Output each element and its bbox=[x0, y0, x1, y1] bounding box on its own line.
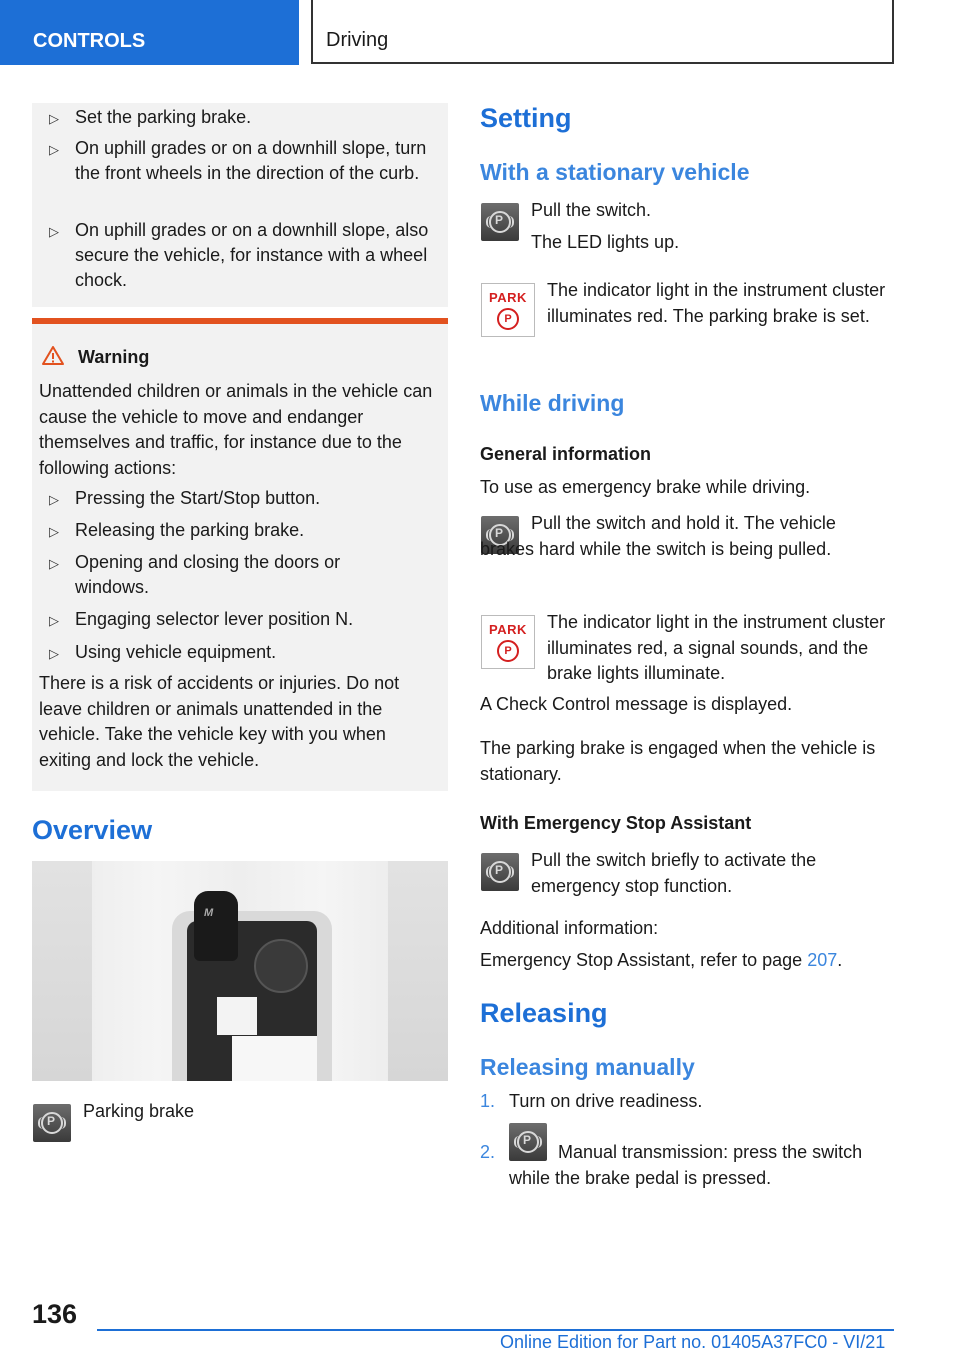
chapter-label: Driving bbox=[326, 29, 389, 51]
parking-brake-switch-icon: P bbox=[481, 203, 519, 241]
general-info-text: To use as emergency brake while driving. bbox=[480, 477, 811, 497]
parking-brake-switch-icon: P bbox=[33, 1104, 71, 1142]
step-number: 2. bbox=[480, 1142, 496, 1162]
footer-rule bbox=[97, 1329, 894, 1331]
page-number: 136 bbox=[32, 1299, 78, 1329]
selector-logo: M bbox=[204, 907, 214, 919]
overview-heading: Overview bbox=[32, 815, 153, 845]
list-item: ▷ Engaging selector lever position N. bbox=[49, 607, 439, 632]
list-item: ▷ Opening and closing the doors or windows. bbox=[49, 552, 341, 597]
triangle-bullet-icon: ▷ bbox=[49, 111, 59, 126]
step-number: 1. bbox=[480, 1091, 496, 1111]
step-text: Manual transmission: press the switch while the brake pedal is pressed. bbox=[509, 1142, 863, 1188]
pull-hold-text: Pull the switch and hold it. The vehicle brakes hard while the switch is being pulled. bbox=[480, 513, 836, 559]
warning-triangle-icon bbox=[41, 345, 65, 366]
esa-reference: Emergency Stop Assistant, refer to page 207. bbox=[480, 950, 843, 970]
section-label: CONTROLS bbox=[33, 30, 146, 52]
releasing-heading: Releasing bbox=[480, 998, 608, 1028]
center-console-image bbox=[32, 861, 448, 1081]
additional-info-label: Additional information: bbox=[480, 918, 659, 938]
triangle-bullet-icon: ▷ bbox=[49, 492, 59, 507]
general-info-heading: General information bbox=[480, 444, 652, 464]
list-item: ▷ Pressing the Start/Stop button. bbox=[49, 486, 439, 511]
warning-intro: Unattended children or animals in the vehicle can cause the vehicle to move and endanger themselves and traffic, for instance due to the following actions: bbox=[39, 381, 433, 478]
indicator-text-1: The indicator light in the instrument cluster illuminates red. The parking brake is set. bbox=[547, 280, 886, 326]
triangle-bullet-icon: ▷ bbox=[49, 613, 59, 628]
list-item: ▷ On uphill grades or on a downhill slope, turn the front wheels in the direction of the curb. bbox=[49, 138, 427, 183]
page-link[interactable]: 207 bbox=[807, 950, 838, 970]
triangle-bullet-icon: ▷ bbox=[49, 556, 59, 571]
list-item: ▷ Using vehicle equipment. bbox=[49, 640, 439, 665]
stationary-heading: With a stationary vehicle bbox=[480, 159, 750, 185]
image-caption: Parking brake bbox=[83, 1101, 195, 1121]
warning-title: Warning bbox=[78, 347, 150, 367]
list-item: ▷ On uphill grades or on a downhill slope, also secure the vehicle, for instance with a wheel chock. bbox=[49, 220, 429, 290]
park-indicator-icon: PARK P bbox=[481, 283, 535, 337]
esa-text: Pull the switch briefly to activate the emergency stop function. bbox=[531, 850, 817, 896]
warning-bar bbox=[32, 318, 448, 324]
check-control-text: A Check Control message is displayed. bbox=[480, 694, 793, 714]
park-indicator-icon: PARK P bbox=[481, 615, 535, 669]
list-item: ▷ Set the parking brake. bbox=[49, 105, 439, 130]
triangle-bullet-icon: ▷ bbox=[49, 142, 59, 157]
esa-heading: With Emergency Stop Assistant bbox=[480, 813, 752, 833]
parking-brake-switch-icon: P bbox=[509, 1123, 547, 1161]
engaged-text: The parking brake is engaged when the vehicle is stationary. bbox=[480, 738, 876, 784]
step-text: Turn on drive readiness. bbox=[509, 1091, 703, 1111]
triangle-bullet-icon: ▷ bbox=[49, 524, 59, 539]
triangle-bullet-icon: ▷ bbox=[49, 646, 59, 661]
chapter-header bbox=[311, 0, 894, 64]
setting-heading: Setting bbox=[480, 103, 572, 133]
edition-text: Online Edition for Part no. 01405A37FC0 - VI/21 bbox=[500, 1332, 886, 1352]
parking-brake-switch-icon: P bbox=[481, 516, 519, 554]
while-driving-heading: While driving bbox=[480, 390, 625, 416]
stationary-step-2: The LED lights up. bbox=[531, 232, 680, 252]
releasing-manually-heading: Releasing manually bbox=[480, 1054, 695, 1080]
section-tab[interactable] bbox=[0, 0, 299, 65]
indicator-text-2: The indicator light in the instrument cluster illuminates red, a signal sounds, and the brake lights illuminate. bbox=[547, 612, 886, 683]
stationary-step-1: Pull the switch. bbox=[531, 200, 652, 220]
warning-outro: There is a risk of accidents or injuries. Do not leave children or animals unattended in the vehicle. Take the vehicle key with you when exiting and lock the vehicle. bbox=[39, 673, 400, 770]
parking-brake-switch-icon: P bbox=[481, 853, 519, 891]
triangle-bullet-icon: ▷ bbox=[49, 224, 59, 239]
list-item: ▷ Releasing the parking brake. bbox=[49, 518, 439, 543]
